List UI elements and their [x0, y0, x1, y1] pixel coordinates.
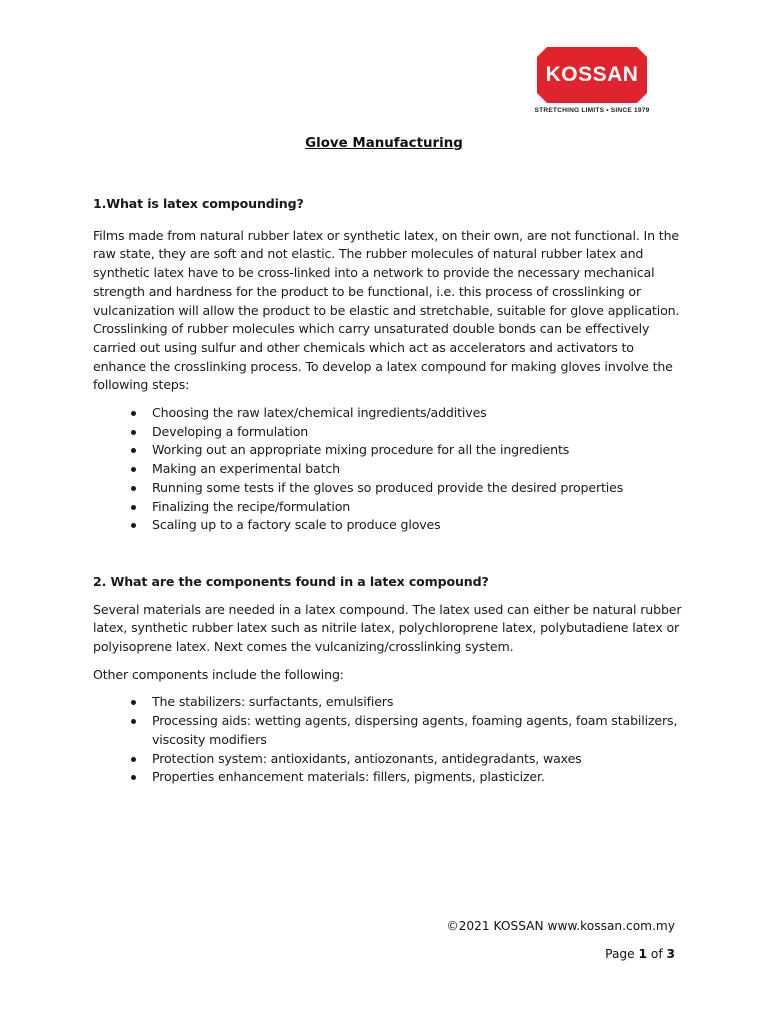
page-of-label: of — [647, 947, 667, 961]
steps-list — [93, 404, 683, 535]
kossan-logo — [527, 47, 657, 119]
list-item: Making an experimental batch — [93, 460, 683, 479]
page-title: Glove Manufacturing — [305, 136, 463, 151]
page-current: 1 — [638, 947, 648, 961]
list-item: Running some tests if the gloves so produced provide the desired properties — [93, 479, 683, 498]
list-item: The stabilizers: surfactants, emulsifiers — [93, 693, 683, 712]
logo-brand-text: KOSSAN — [545, 63, 639, 86]
logo-tagline: STRETCHING LIMITS • SINCE 1979 — [534, 107, 650, 114]
page-total: 3 — [666, 947, 675, 961]
section1-paragraph: Films made from natural rubber latex or synthetic latex, on their own, are not functional. In the raw state, they are soft and not elastic. The rubber molecules of natural rubber latex and synthetic latex have to be cross-linked into a network to provide the necessary mechanical strength and hardness for the product to be functional, i.e. this process of crosslinking or vulcanization will allow the product to be elastic and stretchable, suitable for glove application. Crosslinking of rubber molecules which carry unsaturated double bonds can be effectively carried out using sulfur and other chemicals which act as accelerators and activators to enhance the crosslinking process. To develop a latex compound for making gloves involve the following steps: — [93, 227, 680, 393]
components-list — [93, 693, 683, 787]
footer-copyright: ©2021 KOSSAN www.kossan.com.my — [446, 919, 675, 933]
list-item: Working out an appropriate mixing procedure for all the ingredients — [93, 441, 683, 460]
list-item: Developing a formulation — [93, 423, 683, 442]
section2-heading: 2. What are the components found in a latex compound? — [93, 573, 489, 589]
footer-page-number — [605, 947, 675, 961]
list-item: Scaling up to a factory scale to produce gloves — [93, 516, 683, 535]
list-item: Properties enhancement materials: fillers, pigments, plasticizer. — [93, 768, 683, 787]
section2-intro: Other components include the following: — [93, 666, 344, 682]
list-item: Protection system: antioxidants, antiozonants, antidegradants, waxes — [93, 750, 683, 769]
list-item: Processing aids: wetting agents, dispersing agents, foaming agents, foam stabilizers, viscosity modifiers — [93, 712, 683, 749]
list-item: Finalizing the recipe/formulation — [93, 498, 683, 517]
section2-paragraph: Several materials are needed in a latex compound. The latex used can either be natural rubber latex, synthetic rubber latex such as nitrile latex, polychloroprene latex, polybutadiene latex or polyisoprene latex. Next comes the vulcanizing/crosslinking system. — [93, 601, 682, 655]
list-item: Choosing the raw latex/chemical ingredients/additives — [93, 404, 683, 423]
page-label: Page — [605, 947, 639, 961]
section1-heading: 1.What is latex compounding? — [93, 196, 304, 211]
document-body — [93, 195, 683, 787]
